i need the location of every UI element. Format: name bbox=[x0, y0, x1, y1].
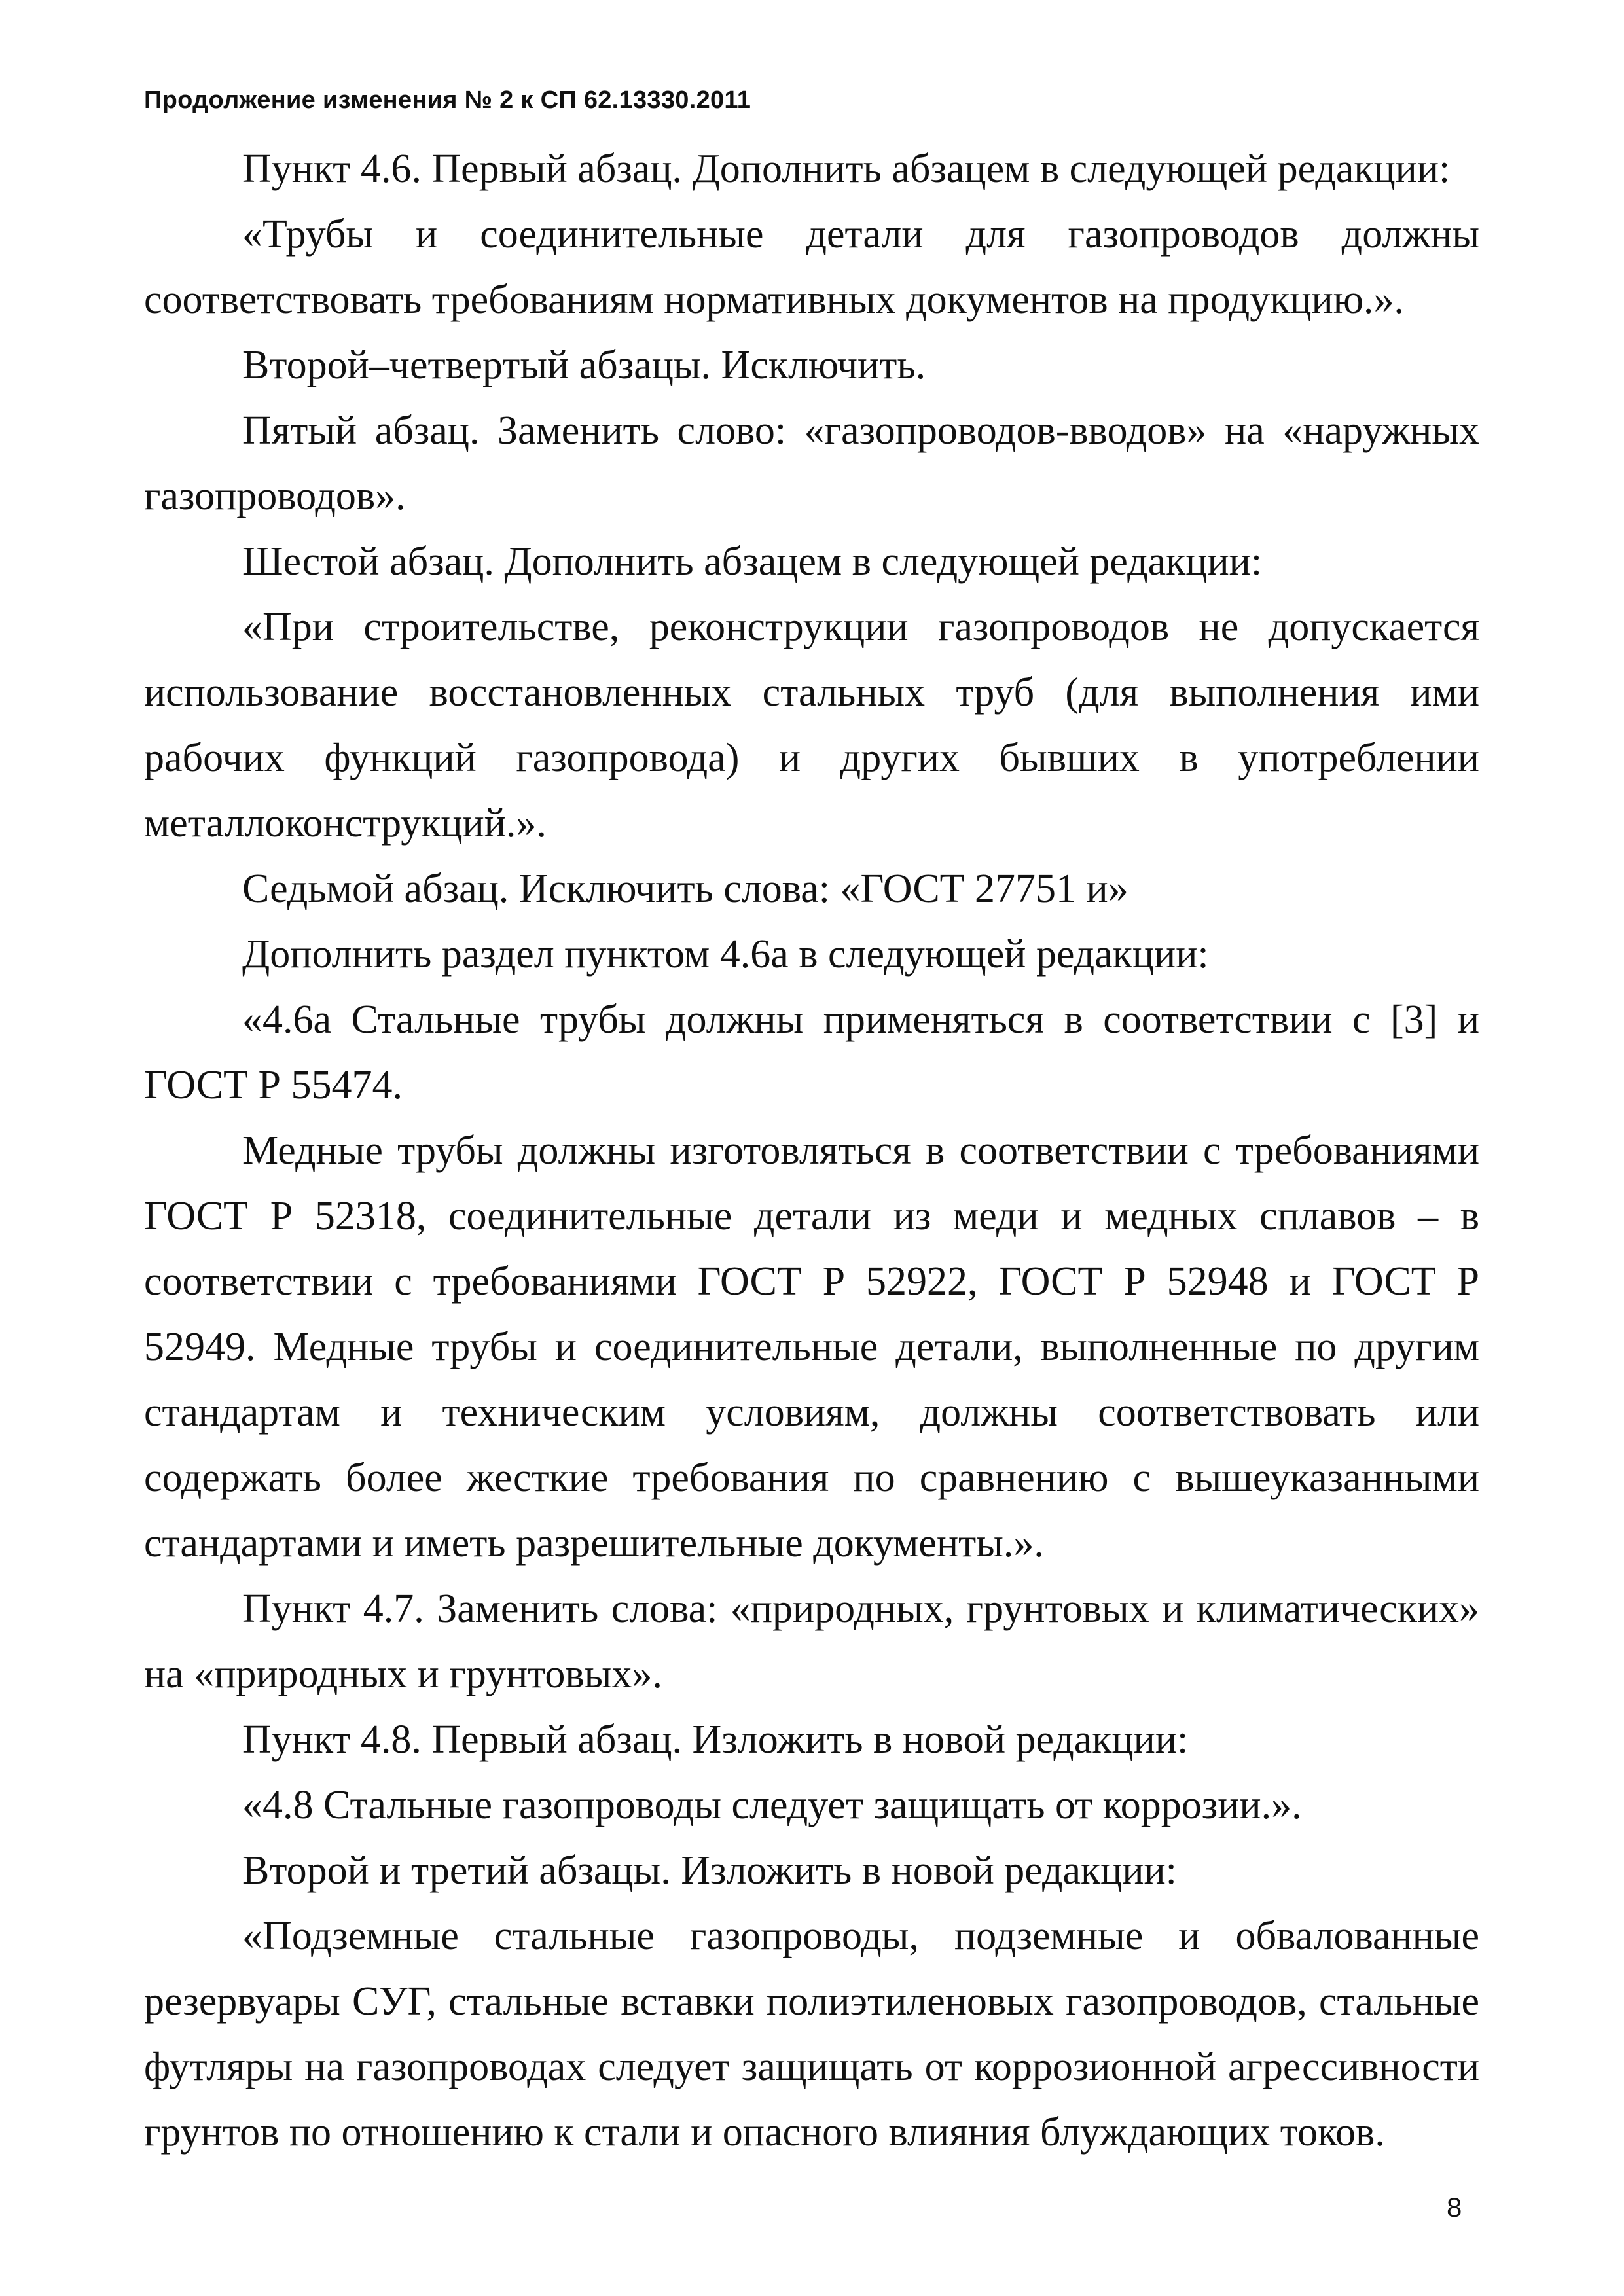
paragraph: Второй–четвертый абзацы. Исключить. bbox=[242, 343, 926, 387]
page-header: Продолжение изменения № 2 к СП 62.13330.2011 bbox=[144, 86, 751, 114]
paragraph: «4.6а Стальные трубы должны применяться в соответствии с [3] и ГОСТ Р 55474. bbox=[144, 997, 1479, 1107]
paragraph: Седьмой абзац. Исключить слова: «ГОСТ 27751 и» bbox=[242, 867, 1128, 911]
paragraph: Пункт 4.8. Первый абзац. Изложить в новой редакции: bbox=[242, 1717, 1189, 1762]
paragraph: Медные трубы должны изготовляться в соответствии с требованиями ГОСТ Р 52318, соединительные детали из меди и медных сплавов – в соответствии с требованиями ГОСТ Р 52922, ГОСТ Р 52948 и ГОСТ Р 52949. Медные трубы и соединительные детали, выполненные по другим стандартам и техническим условиям, должны соответствовать или содержать более жесткие требования по сравнению с вышеуказанными стандартами и иметь разрешительные документы.». bbox=[144, 1128, 1479, 1566]
paragraph: Пункт 4.7. Заменить слова: «природных, грунтовых и климатических» на «природных и грунтовых». bbox=[144, 1587, 1479, 1696]
paragraph: Дополнить раздел пунктом 4.6а в следующей редакции: bbox=[242, 932, 1209, 977]
paragraph: «При строительстве, реконструкции газопроводов не допускается использование восстановленных стальных труб (для выполнения ими рабочих функций газопровода) и других бывших в употреблении металлоконструкций.». bbox=[144, 605, 1479, 846]
paragraph: Пункт 4.6. Первый абзац. Дополнить абзацем в следующей редакции: bbox=[242, 147, 1451, 191]
paragraph: Пятый абзац. Заменить слово: «газопроводов-вводов» на «наружных газопроводов». bbox=[144, 408, 1479, 518]
page-number: 8 bbox=[1447, 2192, 1462, 2223]
document-body bbox=[144, 136, 1479, 2165]
paragraph: Шестой абзац. Дополнить абзацем в следующей редакции: bbox=[242, 539, 1263, 584]
paragraph: «4.8 Стальные газопроводы следует защищать от коррозии.». bbox=[242, 1783, 1302, 1827]
paragraph: Второй и третий абзацы. Изложить в новой редакции: bbox=[242, 1848, 1177, 1893]
paragraph: «Трубы и соединительные детали для газопроводов должны соответствовать требованиям нормативных документов на продукцию.». bbox=[144, 212, 1479, 322]
paragraph: «Подземные стальные газопроводы, подземные и обвалованные резервуары СУГ, стальные вставки полиэтиленовых газопроводов, стальные футляры на газопроводах следует защищать от коррозионной агрессивности грунтов по отношению к стали и опасного влияния блуждающих токов. bbox=[144, 1914, 1479, 2155]
